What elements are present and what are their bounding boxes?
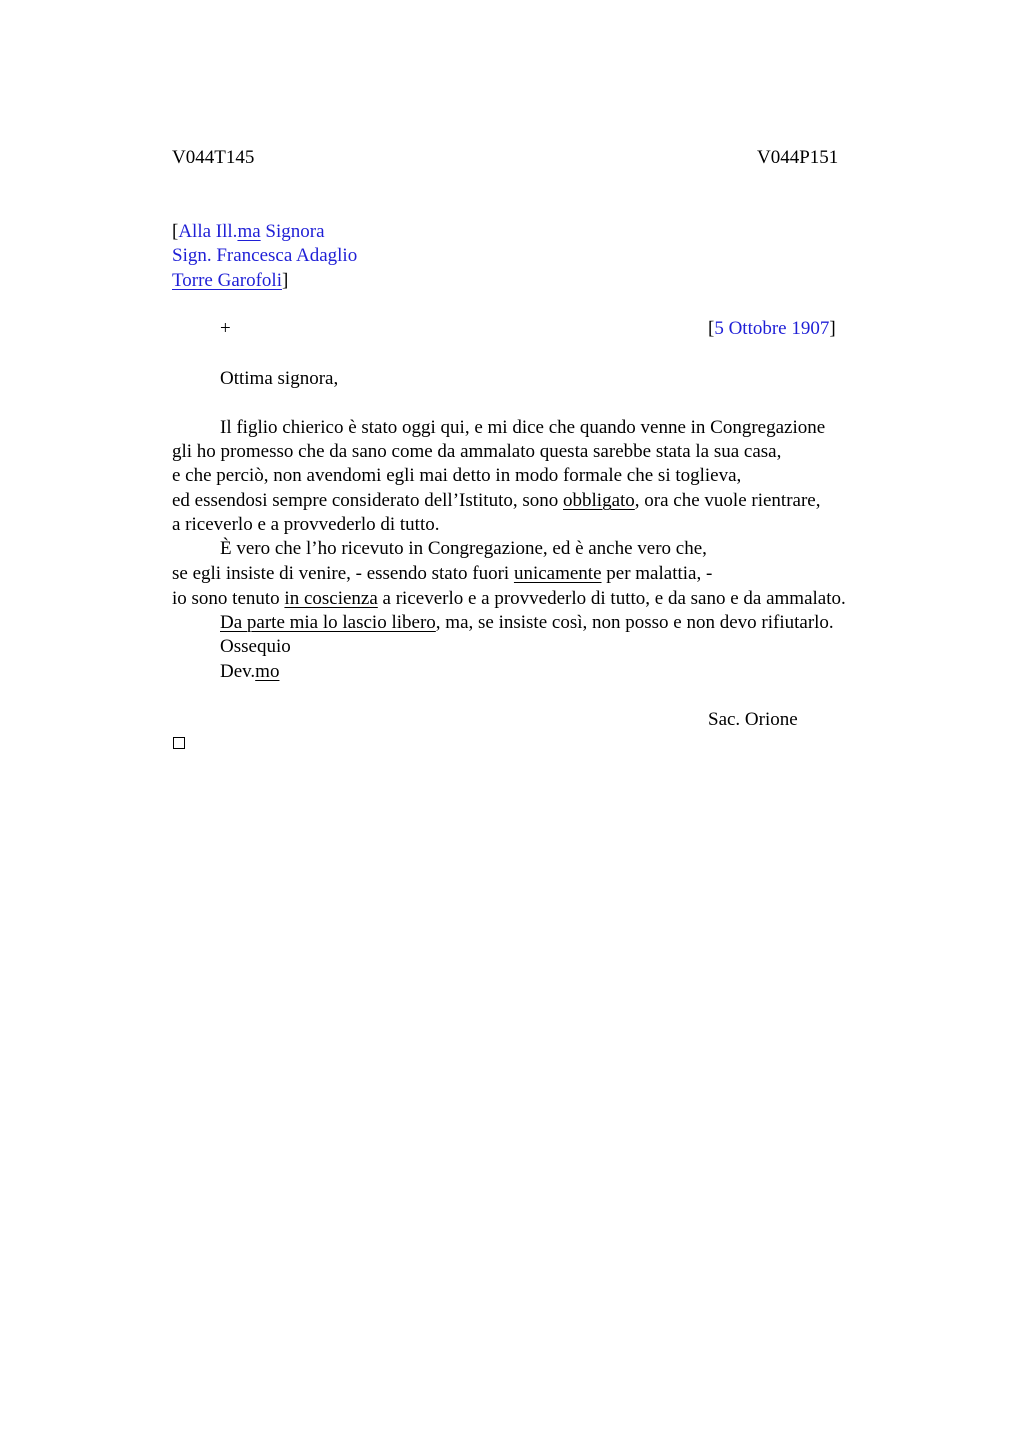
signature: Sac. Orione bbox=[708, 709, 798, 730]
reference-code-left: V044T145 bbox=[172, 147, 255, 168]
address-open-bracket: [ bbox=[172, 221, 179, 242]
end-of-document-box-icon bbox=[173, 737, 185, 749]
body-line-8-end: a riceverlo e a provvederlo di tutto, e da sano e da ammalato. bbox=[377, 588, 846, 609]
body-line-7-end: per malattia, - bbox=[601, 563, 713, 584]
body-line-8 bbox=[172, 588, 846, 610]
underlined-unicamente: unicamente bbox=[513, 563, 602, 584]
letter-date bbox=[708, 318, 836, 340]
body-line-2: gli ho promesso che da sano come da ammalato questa sarebbe stata la sua casa, bbox=[172, 441, 782, 462]
body-line-5: a riceverlo e a provvederlo di tutto. bbox=[172, 514, 440, 535]
salutation: Ottima signora, bbox=[220, 368, 339, 389]
closing-ossequio: Ossequio bbox=[220, 636, 291, 657]
body-line-7-start: se egli insiste di venire, - essendo stato fuori bbox=[172, 563, 514, 584]
closing-dev: Dev. bbox=[220, 661, 256, 682]
address-line-1 bbox=[172, 221, 325, 243]
closing-devmo bbox=[220, 661, 279, 683]
body-line-9 bbox=[220, 612, 834, 634]
body-line-6: È vero che l’ho ricevuto in Congregazione, ed è anche vero che, bbox=[220, 538, 707, 559]
body-line-4-end: , ora che vuole rientrare, bbox=[634, 490, 821, 511]
body-line-7 bbox=[172, 563, 712, 585]
underlined-obbligato: obbligato bbox=[563, 490, 635, 511]
reference-code-right: V044P151 bbox=[757, 147, 839, 168]
body-line-4 bbox=[172, 490, 820, 512]
address-recipient-name: Sign. Francesca Adaglio bbox=[172, 245, 358, 266]
closing-mo-suffix: mo bbox=[255, 661, 280, 682]
address-abbrev-suffix: ma bbox=[237, 221, 261, 242]
date-open-bracket: [ bbox=[708, 318, 715, 339]
date-text: 5 Ottobre 1907 bbox=[714, 318, 830, 339]
underlined-in-coscienza: in coscienza bbox=[284, 588, 378, 609]
body-line-9-end: , ma, se insiste così, non posso e non devo rifiutarlo. bbox=[435, 612, 834, 633]
underlined-da-parte-mia: Da parte mia lo lascio libero bbox=[220, 612, 436, 633]
address-place: Torre Garofoli bbox=[172, 270, 282, 291]
address-line-3 bbox=[172, 270, 288, 292]
address-title: Signora bbox=[260, 221, 325, 242]
cross-symbol: + bbox=[220, 318, 231, 339]
body-line-8-start: io sono tenuto bbox=[172, 588, 285, 609]
address-salutation: Alla Ill. bbox=[178, 221, 238, 242]
body-line-1: Il figlio chierico è stato oggi qui, e mi dice che quando venne in Congregazione bbox=[220, 417, 826, 438]
address-close-bracket: ] bbox=[281, 270, 289, 291]
body-line-3: e che perciò, non avendomi egli mai detto in modo formale che si toglieva, bbox=[172, 465, 742, 486]
body-line-4-start: ed essendosi sempre considerato dell’Istituto, sono bbox=[172, 490, 564, 511]
date-close-bracket: ] bbox=[829, 318, 836, 339]
